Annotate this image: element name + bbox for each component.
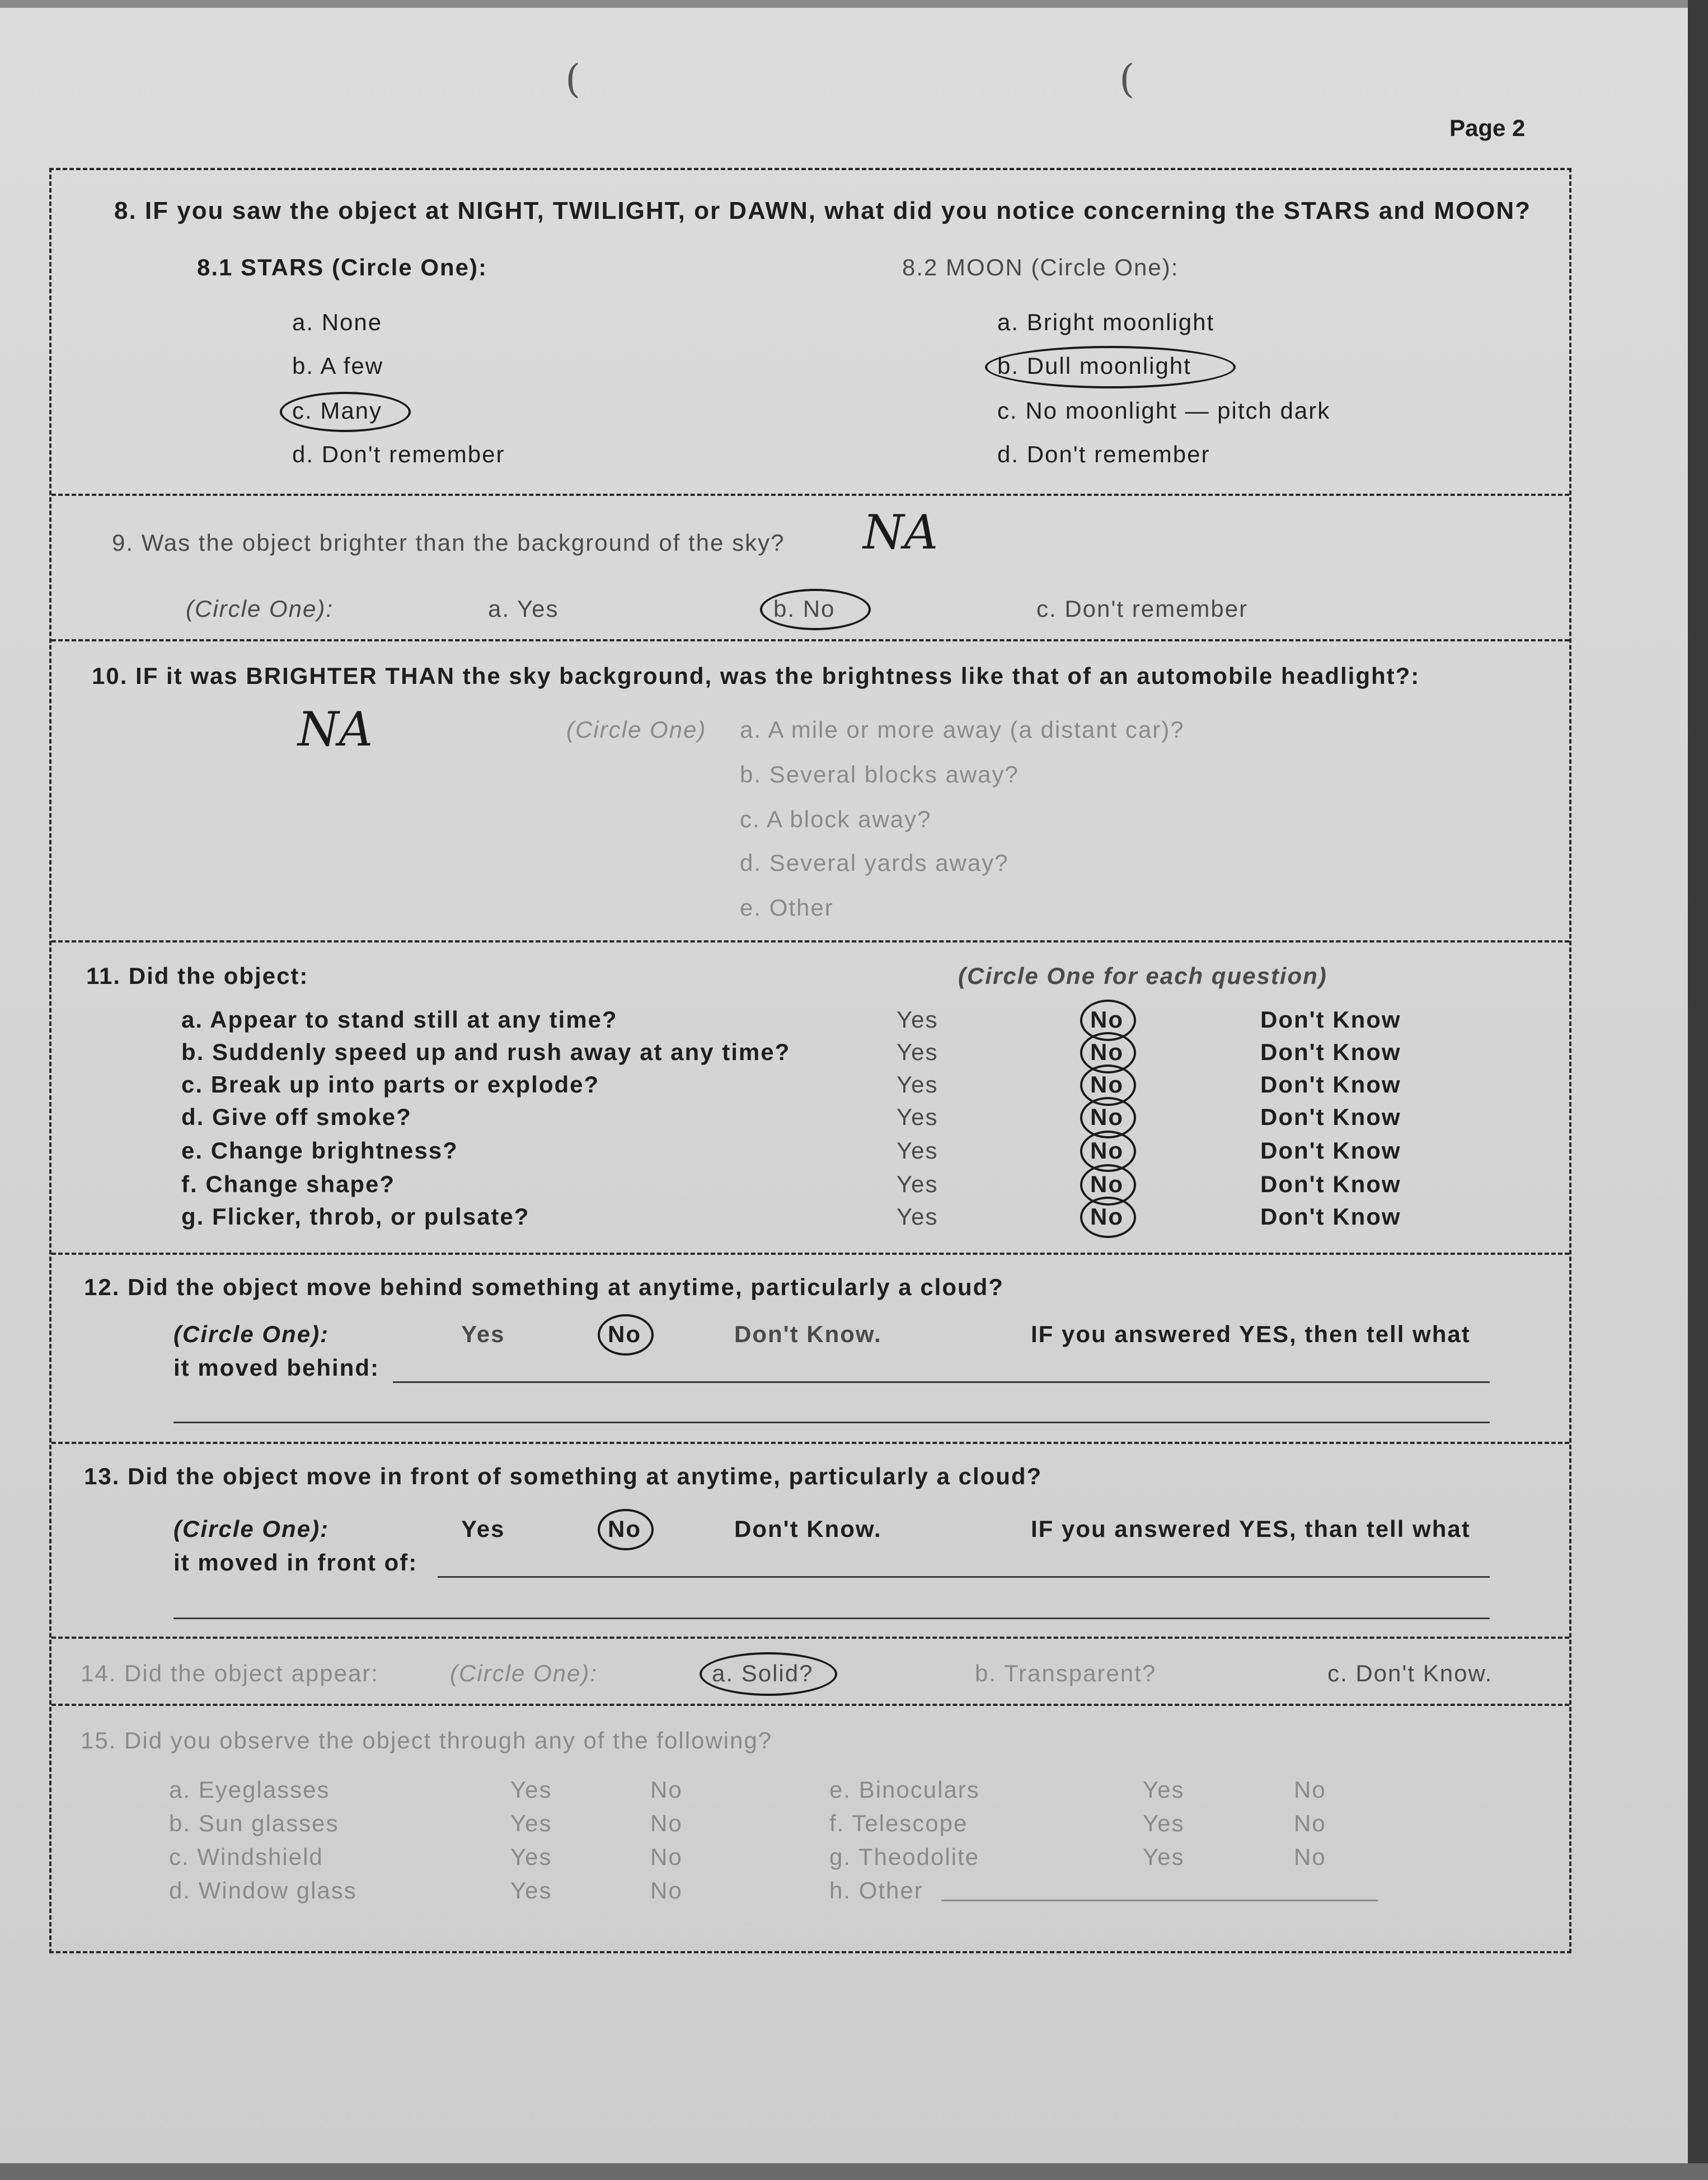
scan-edge-top [0, 0, 1708, 8]
q12-answer-line[interactable] [393, 1381, 1490, 1383]
q12-yes[interactable]: Yes [461, 1321, 505, 1347]
q9-handwritten-answer: NA [863, 505, 939, 560]
q13-circle-label: (Circle One): [173, 1516, 330, 1542]
answer-circle [598, 1314, 654, 1356]
q11-row-e-no[interactable]: No [1090, 1137, 1124, 1164]
q11-row-b-yes[interactable]: Yes [897, 1039, 939, 1065]
q15-right-g-yes[interactable]: Yes [1143, 1844, 1185, 1870]
q15-question: 15. Did you observe the object through any of the following? [81, 1727, 773, 1754]
q8-moon-option-a[interactable]: a. Bright moonlight [997, 309, 1215, 335]
question-14 [51, 1638, 1569, 1705]
q11-row-f-label: f. Change shape? [181, 1171, 396, 1197]
q11-circle-label: (Circle One for each question) [958, 963, 1327, 989]
q9-option-b[interactable]: b. No [773, 596, 836, 622]
q13-question: 13. Did the object move in front of something at anytime, particularly a cloud? [84, 1463, 1043, 1489]
binder-hole-mark: ( [565, 56, 581, 102]
q15-right-h-label: h. Other [829, 1877, 923, 1904]
q14-circle-label: (Circle One): [450, 1660, 598, 1686]
q15-other-line[interactable] [941, 1900, 1378, 1901]
q11-row-f-yes[interactable]: Yes [897, 1171, 939, 1197]
q10-option-e[interactable]: e. Other [740, 894, 834, 921]
q15-right-f-yes[interactable]: Yes [1143, 1810, 1185, 1836]
q12-circle-label: (Circle One): [173, 1321, 330, 1347]
q11-row-d-no[interactable]: No [1090, 1104, 1124, 1130]
q13-dont-know[interactable]: Don't Know. [734, 1516, 882, 1542]
question-12 [51, 1254, 1569, 1444]
binder-hole-mark: ( [1119, 56, 1135, 102]
answer-circle [598, 1509, 654, 1550]
q8-stars-option-a[interactable]: a. None [292, 309, 383, 335]
q11-row-c-yes[interactable]: Yes [897, 1071, 939, 1098]
q10-circle-label: (Circle One) [566, 716, 707, 743]
q12-followup-2: it moved behind: [173, 1354, 379, 1381]
q11-row-a-yes[interactable]: Yes [897, 1006, 939, 1033]
q15-left-a-label: a. Eyeglasses [169, 1776, 330, 1803]
scan-edge-bottom [0, 2163, 1708, 2180]
q8-moon-option-c[interactable]: c. No moonlight — pitch dark [997, 397, 1331, 424]
q15-left-c-label: c. Windshield [169, 1844, 323, 1870]
q13-answer-line-2[interactable] [173, 1618, 1490, 1619]
q11-row-e-label: e. Change brightness? [181, 1137, 458, 1164]
q8-moon-option-b[interactable]: b. Dull moonlight [997, 353, 1191, 379]
q15-left-d-yes[interactable]: Yes [510, 1877, 552, 1904]
q13-no[interactable]: No [608, 1516, 641, 1542]
q15-right-f-label: f. Telescope [829, 1810, 968, 1836]
q8-stars-option-c[interactable]: c. Many [292, 397, 383, 424]
q12-followup: IF you answered YES, then tell what [1031, 1321, 1471, 1347]
q15-left-b-yes[interactable]: Yes [510, 1810, 552, 1836]
q8-moon-option-d[interactable]: d. Don't remember [997, 441, 1210, 467]
question-10 [51, 640, 1569, 943]
q15-right-f-no[interactable]: No [1294, 1810, 1326, 1836]
q9-question: 9. Was the object brighter than the background of the sky? [112, 529, 785, 556]
q13-followup: IF you answered YES, than tell what [1031, 1516, 1471, 1542]
q8-question: 8. IF you saw the object at NIGHT, TWILIGHT, or DAWN, what did you notice concerning the STARS and MOON? [114, 197, 1531, 224]
q11-row-e-dont-know[interactable]: Don't Know [1260, 1137, 1401, 1164]
q11-row-b-dont-know[interactable]: Don't Know [1260, 1039, 1401, 1065]
page-number: Page 2 [1449, 115, 1526, 141]
q11-row-f-dont-know[interactable]: Don't Know [1260, 1171, 1401, 1197]
q11-row-g-label: g. Flicker, throb, or pulsate? [181, 1203, 530, 1230]
q8-stars-option-d[interactable]: d. Don't remember [292, 441, 505, 467]
q11-row-a-label: a. Appear to stand still at any time? [181, 1006, 618, 1033]
q15-right-e-yes[interactable]: Yes [1143, 1776, 1185, 1803]
scan-edge-right [1688, 0, 1708, 2180]
q14-option-a[interactable]: a. Solid? [712, 1660, 814, 1686]
q12-dont-know[interactable]: Don't Know. [734, 1321, 882, 1347]
q10-option-d[interactable]: d. Several yards away? [740, 850, 1009, 876]
q11-row-b-label: b. Suddenly speed up and rush away at any time? [181, 1039, 791, 1065]
q15-left-b-no[interactable]: No [650, 1810, 683, 1836]
q15-right-e-no[interactable]: No [1294, 1776, 1326, 1803]
q8-moon-heading: 8.2 MOON (Circle One): [902, 254, 1179, 280]
q10-question [92, 663, 1420, 690]
q11-row-c-dont-know[interactable]: Don't Know [1260, 1071, 1401, 1098]
q13-answer-line[interactable] [438, 1576, 1490, 1578]
q15-right-e-label: e. Binoculars [829, 1776, 980, 1803]
question-13 [51, 1443, 1569, 1639]
question-9 [51, 495, 1569, 640]
questionnaire-form [49, 168, 1571, 1953]
question-15 [51, 1705, 1569, 1951]
q10-option-a[interactable]: a. A mile or more away (a distant car)? [740, 716, 1185, 743]
q13-followup-2: it moved in front of: [173, 1549, 418, 1576]
q11-row-g-dont-know[interactable]: Don't Know [1260, 1203, 1401, 1230]
q9-option-a[interactable]: a. Yes [488, 596, 559, 622]
q15-left-d-label: d. Window glass [169, 1877, 357, 1904]
q11-row-d-yes[interactable]: Yes [897, 1104, 939, 1130]
q10-option-b[interactable]: b. Several blocks away? [740, 761, 1019, 787]
q11-row-f-no[interactable]: No [1090, 1171, 1124, 1197]
q14-option-b[interactable]: b. Transparent? [975, 1660, 1157, 1686]
q10-question-text: 10. IF it was BRIGHTER THAN the sky background, was the brightness like that of an automobile headlight?: [92, 663, 1420, 689]
q15-left-c-yes[interactable]: Yes [510, 1844, 552, 1870]
q11-row-c-no[interactable]: No [1090, 1071, 1124, 1098]
q11-row-a-no[interactable]: No [1090, 1006, 1124, 1033]
q8-stars-option-b[interactable]: b. A few [292, 353, 384, 379]
q12-question: 12. Did the object move behind something at anytime, particularly a cloud? [84, 1274, 1004, 1300]
q11-row-d-dont-know[interactable]: Don't Know [1260, 1104, 1401, 1130]
q9-circle-label: (Circle One): [186, 596, 334, 622]
q10-handwritten-answer: NA [298, 702, 373, 757]
q12-answer-line-2[interactable] [173, 1422, 1490, 1423]
q15-left-c-no[interactable]: No [650, 1844, 683, 1870]
q15-left-a-yes[interactable]: Yes [510, 1776, 552, 1803]
q9-option-c[interactable]: c. Don't remember [1036, 596, 1249, 622]
q14-question: 14. Did the object appear: [81, 1660, 379, 1686]
question-11 [51, 941, 1569, 1255]
q15-right-g-no[interactable]: No [1294, 1844, 1326, 1870]
q11-row-b-no[interactable]: No [1090, 1039, 1124, 1065]
q11-row-e-yes[interactable]: Yes [897, 1137, 939, 1164]
answer-circle [760, 589, 871, 630]
q11-question: 11. Did the object: [86, 963, 309, 989]
q8-stars-heading: 8.1 STARS (Circle One): [197, 254, 487, 280]
q10-option-c[interactable]: c. A block away? [740, 806, 932, 832]
q15-left-a-no[interactable]: No [650, 1776, 683, 1803]
q11-row-a-dont-know[interactable]: Don't Know [1260, 1006, 1401, 1033]
answer-circle [280, 392, 411, 432]
q15-right-g-label: g. Theodolite [829, 1844, 980, 1870]
q11-row-c-label: c. Break up into parts or explode? [181, 1071, 600, 1098]
q15-left-b-label: b. Sun glasses [169, 1810, 339, 1836]
q13-yes[interactable]: Yes [461, 1516, 505, 1542]
q14-option-c[interactable]: c. Don't Know. [1327, 1660, 1493, 1686]
q12-no[interactable]: No [608, 1321, 641, 1347]
question-8 [51, 170, 1569, 495]
answer-circle [985, 346, 1236, 388]
answer-circle [700, 1652, 837, 1696]
answer-circle [1080, 1197, 1136, 1238]
q11-row-g-no[interactable]: No [1090, 1203, 1124, 1230]
q11-row-d-label: d. Give off smoke? [181, 1104, 412, 1130]
q11-row-g-yes[interactable]: Yes [897, 1203, 939, 1230]
q15-left-d-no[interactable]: No [650, 1877, 683, 1904]
